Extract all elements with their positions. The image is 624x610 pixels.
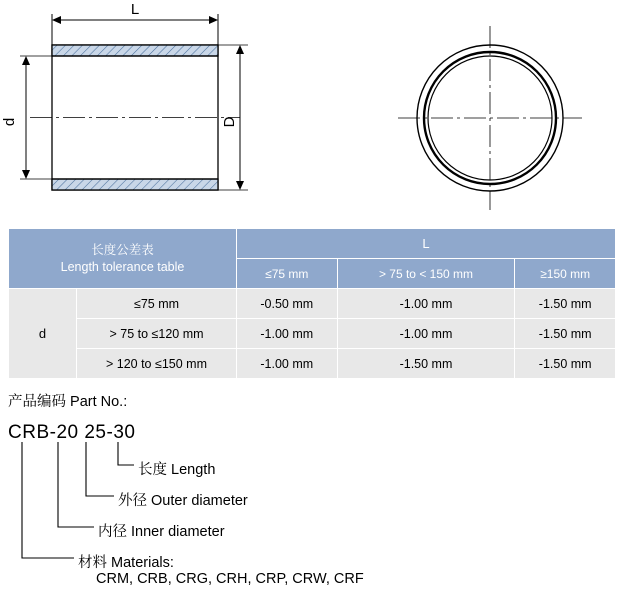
svg-text:L: L [130, 1, 140, 18]
cell-0-2: -1.50 mm [515, 289, 616, 319]
svg-text:d: d [1, 117, 18, 127]
table-title-en: Length tolerance table [60, 259, 185, 274]
table-row [9, 319, 616, 349]
dimension-D [218, 45, 248, 190]
cell-0-1: -1.00 mm [337, 289, 515, 319]
label-materials-list: CRM, CRB, CRG, CRH, CRP, CRW, CRF [96, 571, 364, 587]
cell-2-0: -1.00 mm [237, 349, 338, 379]
part-number-title: 产品编码 Part No.: [8, 394, 128, 410]
row-label-1: > 75 to ≤120 mm [77, 319, 237, 349]
table-row [9, 349, 616, 379]
label-outer-diameter: 外径 Outer diameter [118, 493, 248, 509]
table-title-cell [9, 229, 237, 289]
table-row [9, 289, 616, 319]
col-header-1: > 75 to < 150 mm [337, 259, 515, 289]
table-header-row [9, 229, 616, 259]
part-number-block [8, 390, 616, 605]
cell-1-1: -1.00 mm [337, 319, 515, 349]
cell-1-2: -1.50 mm [515, 319, 616, 349]
end-view [398, 26, 582, 210]
cell-2-2: -1.50 mm [515, 349, 616, 379]
row-group-label-d: d [9, 289, 77, 379]
col-header-2: ≥150 mm [515, 259, 616, 289]
dimension-L [53, 1, 217, 20]
label-inner-diameter: 内径 Inner diameter [98, 524, 225, 540]
table-title-cn: 长度公差表 [91, 242, 154, 257]
table-group-header-L: L [237, 229, 616, 259]
part-number-code: CRB-20 25-30 [8, 422, 136, 443]
row-label-2: > 120 to ≤150 mm [77, 349, 237, 379]
cell-0-0: -0.50 mm [237, 289, 338, 319]
cell-1-0: -1.00 mm [237, 319, 338, 349]
label-materials: 材料 Materials: [78, 555, 174, 571]
row-label-0: ≤75 mm [77, 289, 237, 319]
svg-text:D: D [221, 116, 238, 128]
technical-drawing [0, 0, 624, 215]
cell-2-1: -1.50 mm [337, 349, 515, 379]
length-tolerance-table [8, 228, 616, 379]
label-length: 长度 Length [138, 462, 216, 478]
col-header-0: ≤75 mm [237, 259, 338, 289]
